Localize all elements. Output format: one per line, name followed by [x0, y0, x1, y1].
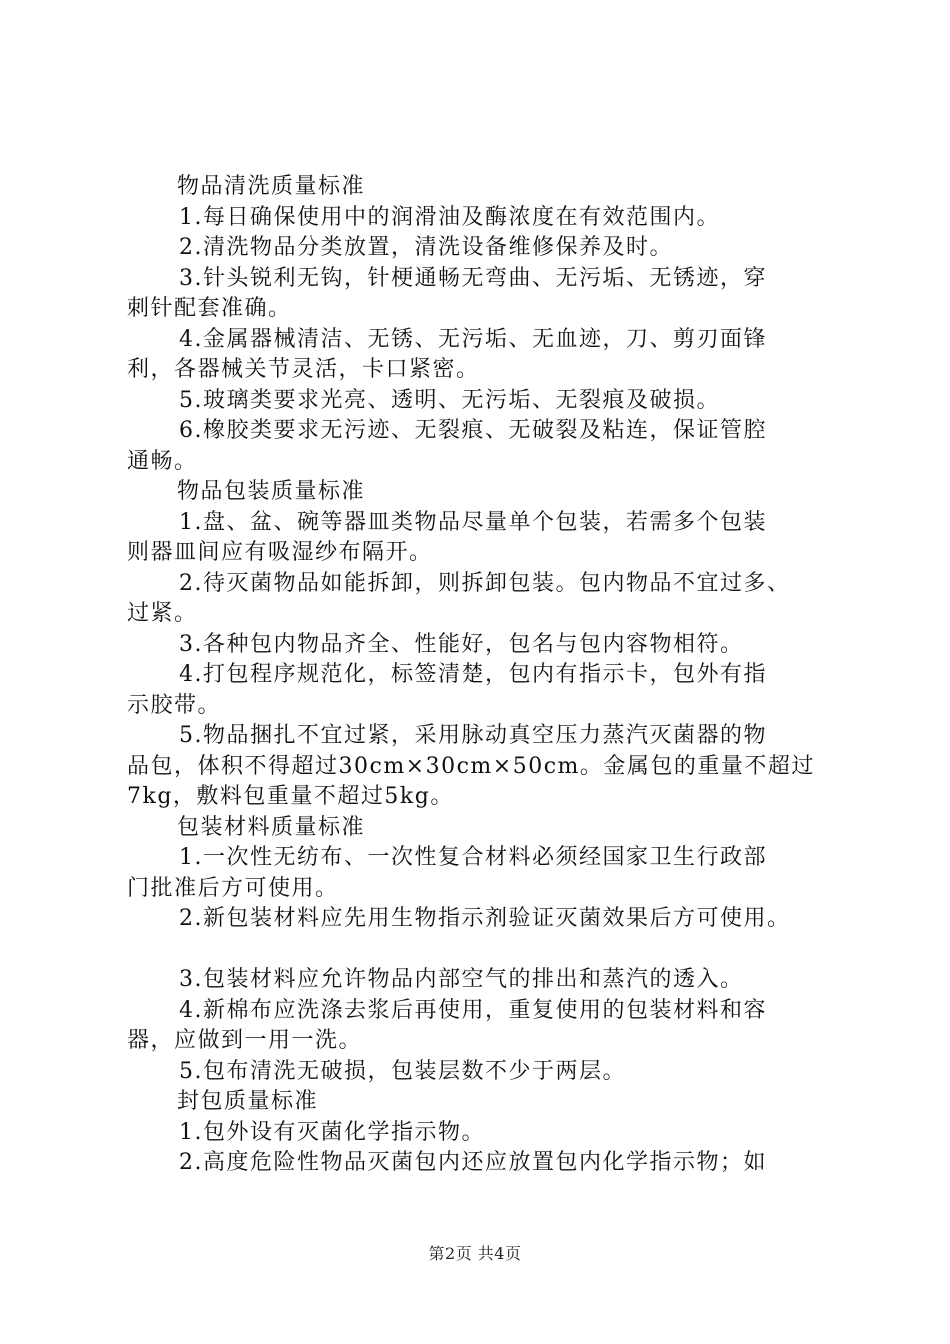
blank-line: [127, 935, 867, 966]
list-item: 4.金属器械清洁、无锈、无污垢、无血迹，刀、剪刃面锋: [179, 326, 767, 352]
list-item: 1.每日确保使用中的润滑油及酶浓度在有效范围内。: [179, 204, 720, 230]
list-item-continuation: 示胶带。: [127, 692, 222, 718]
list-item: 1.包外设有灭菌化学指示物。: [179, 1119, 485, 1145]
list-item-continuation: 品包，体积不得超过30cm×30cm×50cm。金属包的重量不超过: [127, 753, 815, 779]
list-item: 5.包布清洗无破损，包装层数不少于两层。: [179, 1058, 626, 1084]
list-item: 2.高度危险性物品灭菌包内还应放置包内化学指示物；如: [179, 1150, 767, 1175]
list-item: 3.包装材料应允许物品内部空气的排出和蒸汽的透入。: [179, 967, 744, 992]
section-heading: 封包质量标准: [177, 1089, 319, 1114]
list-item: 5.物品捆扎不宜过紧，采用脉动真空压力蒸汽灭菌器的物: [179, 723, 767, 748]
section-heading: 包装材料质量标准: [177, 814, 366, 840]
list-item-continuation: 7kg，敷料包重量不超过5kg。: [127, 784, 454, 809]
list-item-continuation: 门批准后方可使用。: [127, 875, 339, 901]
list-item-continuation: 利，各器械关节灵活，卡口紧密。: [127, 357, 480, 382]
page-footer: 第2页 共4页: [428, 1244, 522, 1263]
list-item-continuation: 器，应做到一用一洗。: [127, 1028, 363, 1053]
list-item: 3.各种包内物品齐全、性能好，包名与包内容物相符。: [179, 631, 744, 657]
list-item: 2.待灭菌物品如能拆卸，则拆卸包装。包内物品不宜过多、: [179, 570, 791, 596]
section-heading: 物品包装质量标准: [177, 479, 366, 504]
section-heading: 物品清洗质量标准: [177, 174, 366, 199]
list-item: 2.新包装材料应先用生物指示剂验证灭菌效果后方可使用。: [179, 906, 791, 931]
list-item: 4.新棉布应洗涤去浆后再使用，重复使用的包装材料和容: [179, 997, 767, 1023]
list-item-continuation: 通畅。: [127, 448, 198, 474]
list-item: 6.橡胶类要求无污迹、无裂痕、无破裂及粘连，保证管腔: [179, 418, 767, 443]
list-item: 3.针头锐利无钩，针梗通畅无弯曲、无污垢、无锈迹，穿: [179, 265, 767, 291]
list-item: 5.玻璃类要求光亮、透明、无污垢、无裂痕及破损。: [179, 387, 720, 413]
list-item: 4.打包程序规范化，标签清楚，包内有指示卡，包外有指: [179, 662, 767, 687]
document-body: [127, 172, 867, 1179]
list-item-continuation: 过紧。: [127, 601, 198, 626]
list-item-continuation: 刺针配套准确。: [127, 296, 292, 321]
list-item: 2.清洗物品分类放置，清洗设备维修保养及时。: [179, 235, 673, 260]
list-item: 1.一次性无纺布、一次性复合材料必须经国家卫生行政部: [179, 845, 767, 870]
list-item: 1.盘、盆、碗等器皿类物品尽量单个包装，若需多个包装: [179, 509, 767, 535]
list-item-continuation: 则器皿间应有吸湿纱布隔开。: [127, 540, 433, 565]
